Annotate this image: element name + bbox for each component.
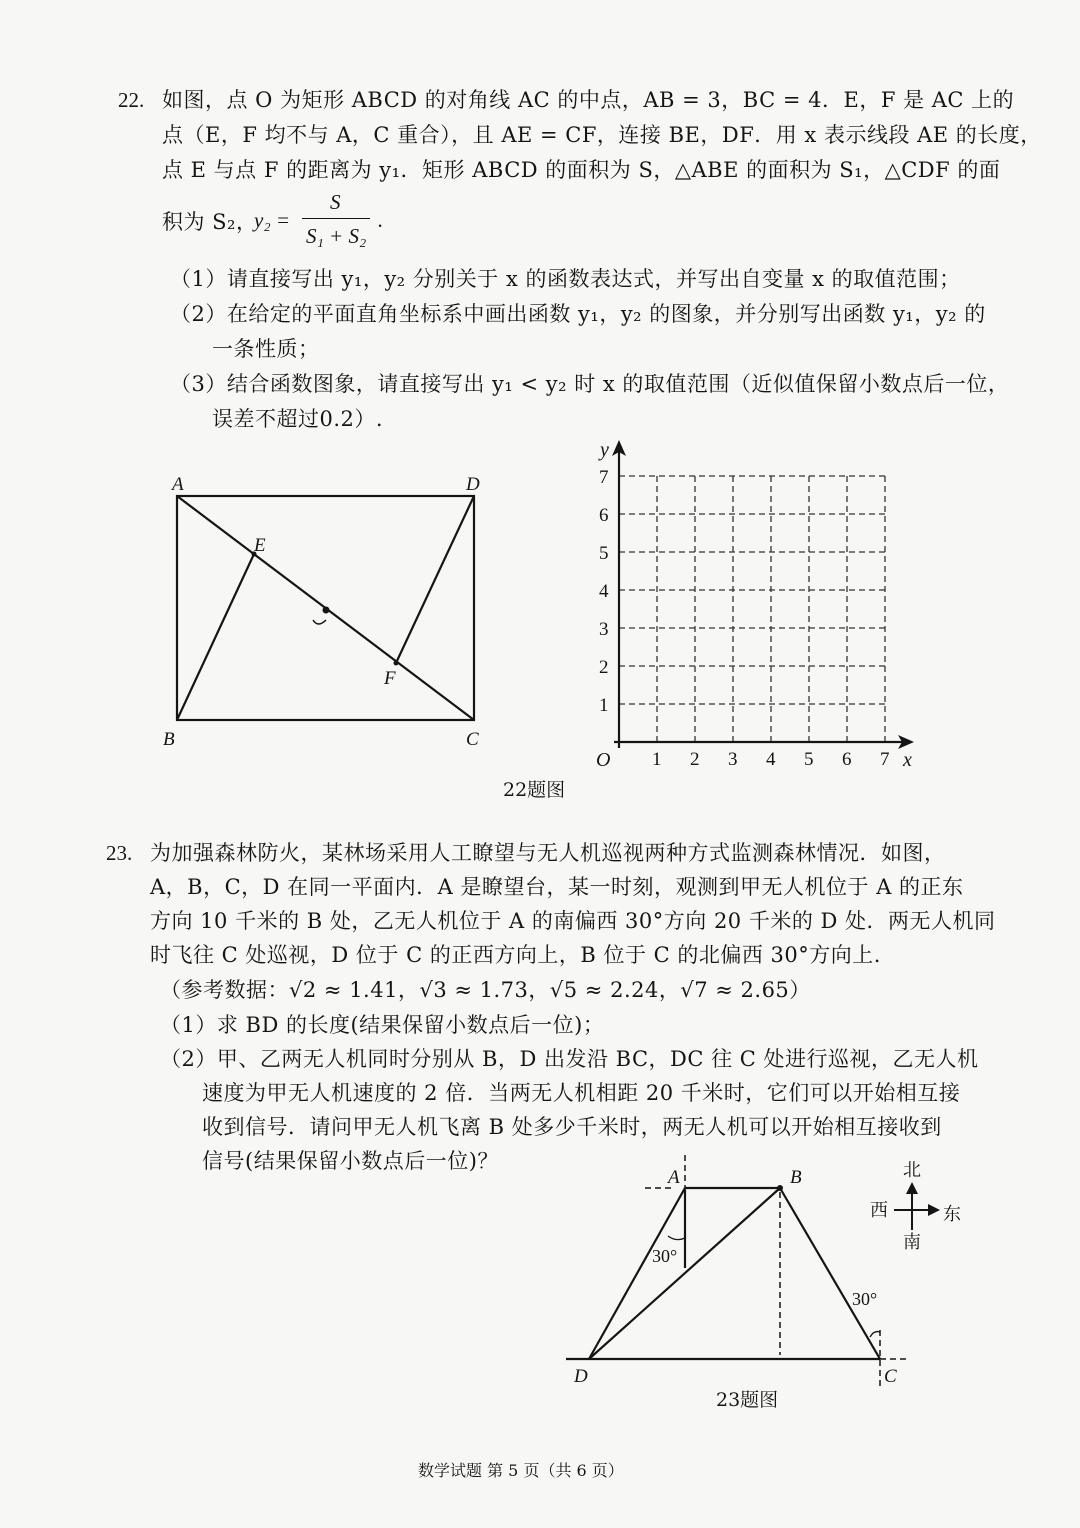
- q23-part-2: （2）甲、乙两无人机同时分别从 B，D 出发沿 BC，DC 往 C 处进行巡视，乙无人机: [160, 1047, 979, 1071]
- q22-caption: 22题图: [503, 779, 566, 801]
- angle-c-label: 30°: [852, 1289, 878, 1309]
- x-tick-label: 7: [880, 749, 890, 770]
- segment-ad: [589, 1188, 685, 1359]
- formula-numerator: S: [330, 190, 341, 214]
- q22-line-1: 如图，点 O 为矩形 ABCD 的对角线 AC 的中点，AB = 3，BC = 4．E，F 是 AC 上的: [162, 88, 1015, 112]
- formula-tail: .: [378, 208, 384, 232]
- y-axis-label: y: [600, 439, 609, 461]
- compass: [870, 1160, 961, 1252]
- point-b: [777, 1185, 783, 1191]
- y-tick-label: 3: [599, 619, 609, 640]
- formula-denominator: S₁ + S₂: [306, 224, 367, 248]
- formula-lhs: y₂ =: [254, 208, 291, 232]
- y-tick-label: 1: [599, 695, 609, 716]
- question-23-number: 23.: [106, 841, 133, 865]
- q23-line-1: 为加强森林防火，某林场采用人工瞭望与无人机巡视两种方式监测森林情况．如图，: [150, 841, 946, 865]
- q23-caption: 23题图: [716, 1389, 779, 1411]
- label-e: E: [254, 535, 266, 556]
- y-tick-label: 7: [599, 467, 609, 488]
- x-tick-label: 3: [728, 749, 738, 770]
- x-tick-label: 6: [842, 749, 852, 770]
- y-tick-label: 2: [599, 657, 609, 678]
- angle-arc-a: [668, 1236, 685, 1240]
- y-tick-label: 5: [599, 543, 609, 564]
- label-c: C: [466, 729, 479, 750]
- fig23-label-c: C: [884, 1366, 897, 1387]
- q22-line-4-prefix: 积为 S₂，: [162, 210, 258, 234]
- q22-part-2: （2）在给定的平面直角坐标系中画出函数 y₁，y₂ 的图象，并分别写出函数 y₁，y₂ 的: [170, 302, 986, 326]
- page-footer: 数学试题 第 5 页（共 6 页）: [418, 1461, 624, 1480]
- x-tick-label: 4: [766, 749, 776, 770]
- q22-part-3: （3）结合函数图象，请直接写出 y₁ < y₂ 时 x 的取值范围（近似值保留小数点后一位，: [170, 372, 1010, 396]
- q23-part-2-cont-2: 收到信号．请问甲无人机飞离 B 处多少千米时，两无人机可以开始相互接收到: [202, 1115, 942, 1139]
- q23-reference-data: （参考数据：√2 ≈ 1.41，√3 ≈ 1.73，√5 ≈ 2.24，√7 ≈ 2.65）: [160, 978, 811, 1002]
- question-22-number: 22.: [118, 88, 145, 112]
- compass-east-label: 东: [943, 1204, 961, 1224]
- compass-west-label: 西: [870, 1200, 888, 1220]
- y-tick-label: 4: [599, 581, 609, 602]
- q23-line-2: A，B，C，D 在同一平面内．A 是瞭望台，某一时刻，观测到甲无人机位于 A 的正东: [150, 875, 964, 899]
- label-b: B: [163, 729, 175, 750]
- q23-part-2-cont-1: 速度为甲无人机速度的 2 倍．当两无人机相距 20 千米时，它们可以开始相互接: [202, 1081, 961, 1105]
- fig23-label-a: A: [668, 1167, 680, 1188]
- compass-north-label: 北: [903, 1160, 921, 1180]
- segment-bc: [780, 1188, 880, 1359]
- q23-part-2-cont-3: 信号(结果保留小数点后一位)？: [202, 1149, 499, 1173]
- y-tick-label: 6: [599, 505, 609, 526]
- origin-label: O: [596, 749, 611, 771]
- x-tick-label: 2: [690, 749, 700, 770]
- label-f: F: [384, 668, 396, 689]
- compass-east-arrow: [928, 1204, 940, 1216]
- q22-line-2: 点（E，F 均不与 A，C 重合），且 AE = CF，连接 BE，DF．用 x 表示线段 AE 的长度，: [162, 123, 1042, 147]
- x-tick-label: 5: [804, 749, 814, 770]
- q22-part-2-cont: 一条性质；: [212, 337, 320, 361]
- fig23-label-d: D: [574, 1366, 588, 1387]
- fig23-label-b: B: [790, 1167, 802, 1188]
- q23-line-4: 时飞往 C 处巡视，D 位于 C 的正西方向上，B 位于 C 的北偏西 30°方向上.: [150, 943, 881, 967]
- label-a: A: [172, 474, 184, 495]
- q23-line-3: 方向 10 千米的 B 处，乙无人机位于 A 的南偏西 30°方向 20 千米的 D 处．两无人机同: [150, 909, 996, 933]
- q22-part-1: （1）请直接写出 y₁，y₂ 分别关于 x 的函数表达式，并写出自变量 x 的取值范围；: [170, 267, 961, 291]
- compass-north-arrow: [906, 1182, 918, 1194]
- q23-part-1: （1）求 BD 的长度(结果保留小数点后一位)；: [160, 1013, 605, 1037]
- compass-south-label: 南: [903, 1232, 921, 1252]
- q22-line-3: 点 E 与点 F 的距离为 y₁．矩形 ABCD 的面积为 S，△ABE 的面积为 S₁，△CDF 的面: [162, 158, 1001, 182]
- x-axis-label: x: [903, 749, 912, 771]
- label-d: D: [466, 474, 480, 495]
- q22-part-3-cont: 误差不超过0.2）.: [212, 407, 384, 431]
- angle-a-label: 30°: [652, 1246, 678, 1266]
- x-tick-label: 1: [652, 749, 662, 770]
- angle-arc-c: [870, 1332, 880, 1337]
